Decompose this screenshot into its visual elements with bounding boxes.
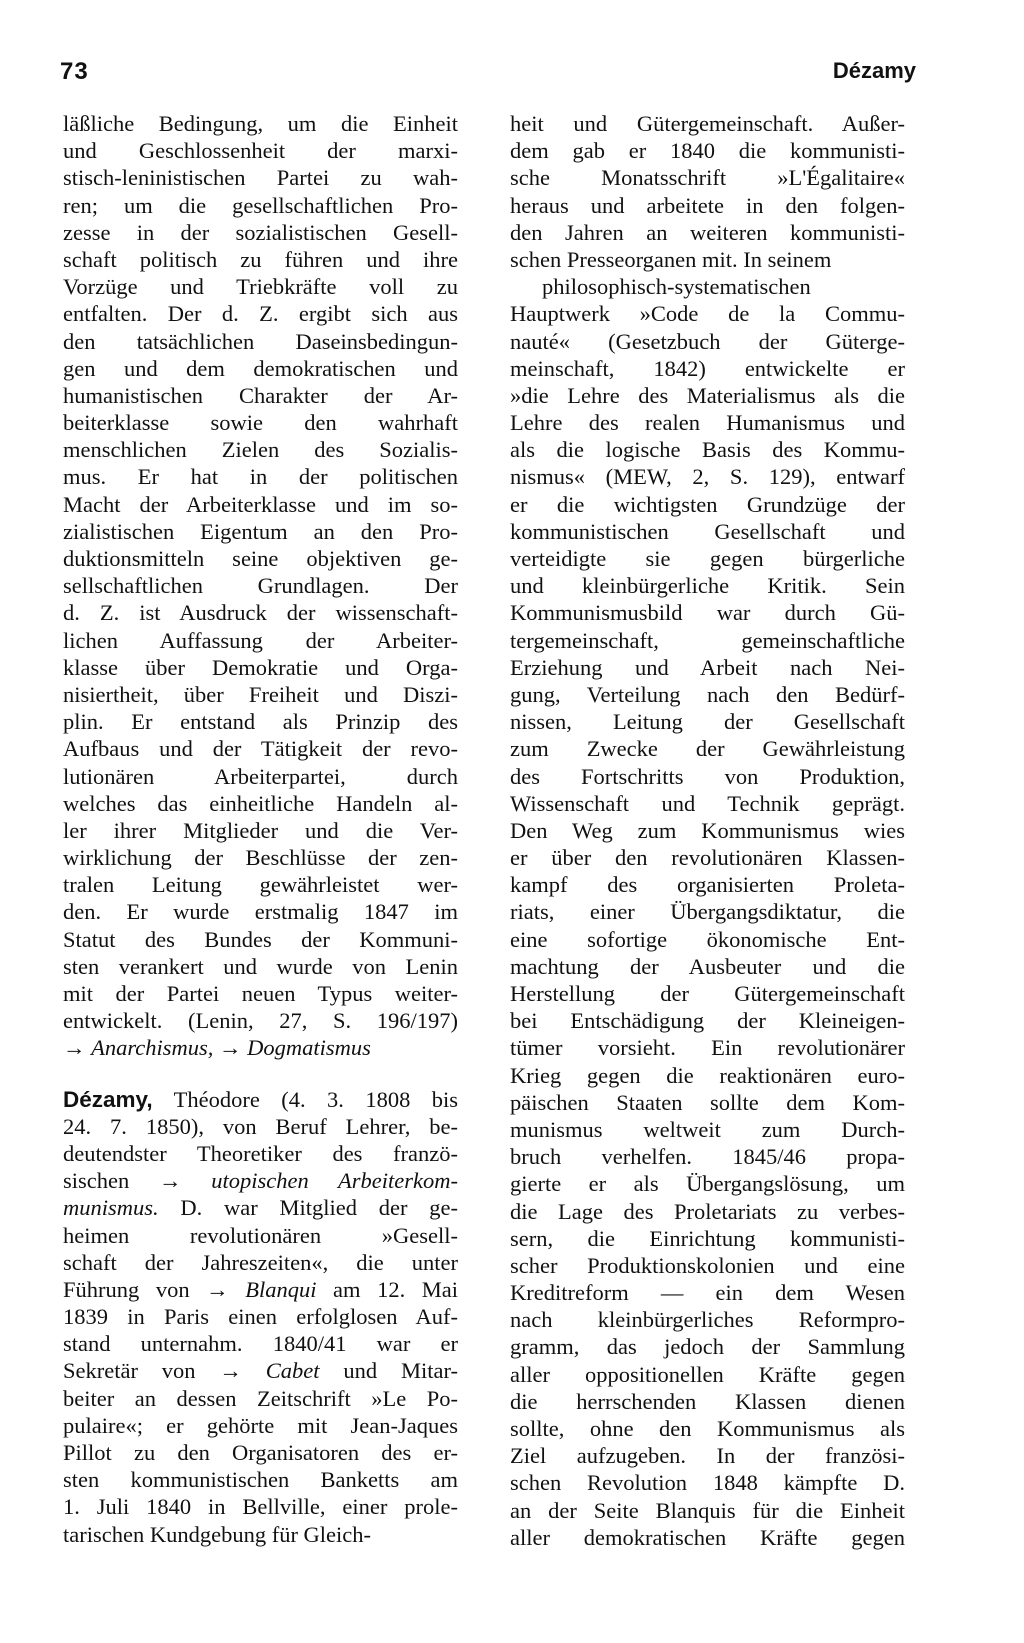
arrow-icon: → bbox=[219, 1358, 242, 1384]
text-line: gierte er als Übergangslösung, um bbox=[510, 1171, 905, 1197]
left-column bbox=[63, 110, 458, 1548]
text-line: und kleinbürgerliche Kritik. Sein bbox=[510, 573, 905, 599]
entry-line: heimen revolutionären »Gesell- bbox=[63, 1222, 458, 1248]
text-line: schen Revolution 1848 kämpfte D. bbox=[510, 1470, 905, 1496]
text-line: ler ihrer Mitglieder und die Ver- bbox=[63, 817, 458, 843]
text-line: Lehre des realen Humanismus und bbox=[510, 410, 905, 436]
arrow-icon: → bbox=[206, 1276, 229, 1302]
text-line: beiterklasse sowie den wahrhaft bbox=[63, 410, 458, 436]
text-line: bruch verhelfen. 1845/46 propa- bbox=[510, 1144, 905, 1170]
text-line: entfalten. Der d. Z. ergibt sich aus bbox=[63, 301, 458, 327]
text-line: Pillot zu den Organisatoren des er- bbox=[63, 1440, 458, 1465]
text-line: riats, einer Übergangsdiktatur, die bbox=[510, 899, 905, 925]
text-line: lichen Auffassung der Arbeiter- bbox=[63, 627, 458, 653]
text-line: Macht der Arbeiterklasse und im so- bbox=[63, 491, 458, 517]
text-line: sten verankert und wurde von Lenin bbox=[63, 953, 458, 979]
text-line: den tatsächlichen Daseinsbedingun- bbox=[63, 328, 458, 354]
text-line: er über den revolutionären Klassen- bbox=[510, 845, 905, 871]
page-number: 73 bbox=[60, 58, 89, 85]
xref-dogmatismus: Dogmatismus bbox=[247, 1035, 371, 1061]
text-line: menschlichen Zielen des Sozialis- bbox=[63, 437, 458, 463]
text-line: mus. Er hat in der politischen bbox=[63, 464, 458, 490]
text-line: nauté« (Gesetzbuch der Güterge- bbox=[510, 328, 905, 354]
text-line: munismus weltweit zum Durch- bbox=[510, 1116, 905, 1142]
arrow-icon: → bbox=[158, 1168, 182, 1194]
entry-text: am 12. Mai bbox=[333, 1276, 458, 1302]
text-line: des Fortschritts von Produktion, bbox=[510, 763, 905, 789]
right-column-text bbox=[510, 110, 905, 1551]
entry-line: 1839 in Paris einen erfolglosen Auf- bbox=[63, 1304, 458, 1330]
text-line: Hauptwerk »Code de la Commu- bbox=[510, 301, 905, 327]
entry-xref-line-2 bbox=[63, 1194, 458, 1221]
text-line: tarischen Kundgebung für Gleich- bbox=[63, 1521, 372, 1547]
text-line: nissen, Leitung der Gesellschaft bbox=[510, 709, 905, 735]
cross-reference-line bbox=[63, 1034, 458, 1061]
text-line: duktionsmitteln seine objektiven ge- bbox=[63, 546, 458, 571]
text-line: mit der Partei neuen Typus weiter- bbox=[63, 981, 458, 1006]
text-line: und Geschlossenheit der marxi- bbox=[63, 138, 458, 164]
entry-first-line bbox=[63, 1086, 458, 1113]
entry-xref-line bbox=[63, 1167, 458, 1194]
text-line: Aufbaus und der Tätigkeit der revo- bbox=[63, 736, 458, 762]
text-line: päischen Staaten sollte dem Kom- bbox=[510, 1089, 905, 1115]
text-line: Erziehung und Arbeit nach Nei- bbox=[510, 654, 905, 680]
entry-cabet-line bbox=[63, 1357, 458, 1384]
entry-line: deutendster Theoretiker des franzö- bbox=[63, 1140, 458, 1166]
xref-utopischen: utopischen Arbeiterkom- bbox=[211, 1168, 458, 1194]
text-line: scher Produktionskolonien und eine bbox=[510, 1252, 905, 1278]
arrow-icon: → bbox=[219, 1035, 242, 1061]
text-line: zialistischen Eigentum an den Pro- bbox=[63, 518, 458, 544]
text-line: Kommunismusbild war durch Gü- bbox=[510, 600, 905, 626]
text-line: machtung der Ausbeuter und die bbox=[510, 953, 905, 979]
text-line: zum Zwecke der Gewährleistung bbox=[510, 736, 905, 762]
text-line: beiter an dessen Zeitschrift »Le Po- bbox=[63, 1385, 458, 1411]
text-line: heraus und arbeitete in den folgen- bbox=[510, 192, 905, 218]
left-column-text bbox=[63, 110, 458, 1034]
xref-blanqui: Blanqui bbox=[245, 1276, 317, 1302]
text-line: entwickelt. (Lenin, 27, S. 196/197) bbox=[63, 1008, 458, 1034]
running-head: Dézamy bbox=[832, 58, 916, 83]
text-line: Kreditreform — ein dem Wesen bbox=[510, 1280, 905, 1306]
text-line: Herstellung der Gütergemeinschaft bbox=[510, 981, 905, 1006]
text-line: läßliche Bedingung, um die Einheit bbox=[63, 111, 458, 136]
xref-cabet: Cabet bbox=[265, 1358, 320, 1384]
entry-blanqui-line bbox=[63, 1276, 458, 1303]
entry-text: Sekretär von bbox=[63, 1358, 196, 1384]
text-line: nisiertheit, über Freiheit und Diszi- bbox=[63, 681, 458, 707]
text-line: wirklichung der Beschlüsse der zen- bbox=[63, 845, 458, 871]
text-line: bei Entschädigung der Kleineigen- bbox=[510, 1008, 905, 1034]
text-line: aller demokratischen Kräfte gegen bbox=[510, 1524, 905, 1550]
text-line: sellschaftlichen Grundlagen. Der bbox=[63, 573, 458, 599]
entry-headword: Dézamy, bbox=[63, 1086, 153, 1112]
entry-text: Führung von bbox=[63, 1276, 190, 1302]
text-line: philosophisch-systematischen bbox=[542, 274, 811, 300]
text-line: gramm, das jedoch der Sammlung bbox=[510, 1334, 905, 1360]
text-line: tergemeinschaft, gemeinschaftliche bbox=[510, 627, 905, 653]
text-line: die herrschenden Klassen dienen bbox=[510, 1388, 905, 1414]
text-line: die Lage des Proletariats zu verbes- bbox=[510, 1198, 905, 1224]
entry-line: stand unternahm. 1840/41 war er bbox=[63, 1331, 458, 1357]
text-line: gung, Verteilung nach den Bedürf- bbox=[510, 681, 905, 707]
text-line: Krieg gegen die reaktionären euro- bbox=[510, 1062, 905, 1088]
text-line: stisch-leninistischen Partei zu wah- bbox=[63, 165, 458, 191]
text-line: meinschaft, 1842) entwickelte er bbox=[510, 355, 905, 381]
text-line: verteidigte sie gegen bürgerliche bbox=[510, 546, 905, 571]
text-line: Wissenschaft und Technik geprägt. bbox=[510, 790, 905, 816]
text-line: ren; um die gesellschaftlichen Pro- bbox=[63, 192, 458, 218]
text-line: klasse über Demokratie und Orga- bbox=[63, 654, 458, 680]
text-line: d. Z. ist Ausdruck der wissenschaft- bbox=[63, 600, 458, 626]
text-line: zesse in der sozialistischen Gesell- bbox=[63, 219, 458, 245]
text-line: pulaire«; er gehörte mit Jean-Jaques bbox=[63, 1412, 458, 1438]
text-line: den. Er wurde erstmalig 1847 im bbox=[63, 899, 458, 925]
text-line: den Jahren an weiteren kommunisti- bbox=[510, 219, 905, 245]
text-line: Statut des Bundes der Kommuni- bbox=[63, 926, 458, 952]
text-line: kommunistischen Gesellschaft und bbox=[510, 518, 905, 544]
text-line: tümer vorsieht. Ein revolutionärer bbox=[510, 1035, 905, 1061]
text-line: Den Weg zum Kommunismus wies bbox=[510, 817, 905, 843]
arrow-icon: → bbox=[63, 1035, 86, 1061]
text-line: sche Monatsschrift »L'Égalitaire« bbox=[510, 165, 905, 191]
text-line: plin. Er entstand als Prinzip des bbox=[63, 709, 458, 735]
text-line: nismus« (MEW, 2, S. 129), entwarf bbox=[510, 464, 905, 490]
text-line: als die logische Basis des Kommu- bbox=[510, 437, 905, 463]
text-line: sten kommunistischen Banketts am bbox=[63, 1467, 458, 1493]
right-column bbox=[510, 110, 905, 1551]
entry-text: und Mitar- bbox=[343, 1358, 458, 1384]
text-line: nach kleinbürgerliches Reformpro- bbox=[510, 1307, 905, 1333]
text-line: welches das einheitliche Handeln al- bbox=[63, 790, 458, 816]
entry-text-block bbox=[63, 1385, 458, 1548]
text-line: schaft politisch zu führen und ihre bbox=[63, 246, 458, 272]
text-line: sollte, ohne den Kommunismus als bbox=[510, 1416, 905, 1441]
text-line: 1. Juli 1840 in Bellville, einer prole- bbox=[63, 1494, 458, 1520]
entry-line: Théodore (4. 3. 1808 bis bbox=[173, 1086, 458, 1112]
text-line: gen und dem demokratischen und bbox=[63, 355, 458, 381]
xref-anarchismus: Anarchismus, bbox=[91, 1035, 214, 1061]
entry-line: 24. 7. 1850), von Beruf Lehrer, be- bbox=[63, 1113, 458, 1139]
xref-munismus: munismus. bbox=[63, 1195, 159, 1221]
text-line: sern, die Einrichtung kommunisti- bbox=[510, 1225, 905, 1251]
text-line: kampf des organisierten Proleta- bbox=[510, 872, 905, 898]
text-line: humanistischen Charakter der Ar- bbox=[63, 382, 458, 408]
text-line: heit und Gütergemeinschaft. Außer- bbox=[510, 111, 905, 136]
text-line: schen Presseorganen mit. In seinem bbox=[510, 246, 832, 272]
text-line: tralen Leitung gewährleistet wer- bbox=[63, 872, 458, 898]
entry-text: sischen bbox=[63, 1168, 130, 1194]
text-line: dem gab er 1840 die kommunisti- bbox=[510, 138, 905, 164]
text-line: »die Lehre des Materialismus als die bbox=[510, 382, 905, 408]
text-line: eine sofortige ökonomische Ent- bbox=[510, 926, 905, 952]
entry-line: schaft der Jahreszeiten«, die unter bbox=[63, 1249, 458, 1275]
text-line: lutionären Arbeiterpartei, durch bbox=[63, 763, 458, 789]
text-line: aller oppositionellen Kräfte gegen bbox=[510, 1361, 905, 1387]
text-line: Ziel aufzugeben. In der französi- bbox=[510, 1443, 905, 1469]
text-line: er die wichtigsten Grundzüge der bbox=[510, 491, 905, 517]
text-line: Vorzüge und Triebkräfte voll zu bbox=[63, 274, 458, 300]
entry-text: D. war Mitglied der ge- bbox=[180, 1195, 458, 1221]
text-line: an der Seite Blanquis für die Einheit bbox=[510, 1497, 905, 1523]
